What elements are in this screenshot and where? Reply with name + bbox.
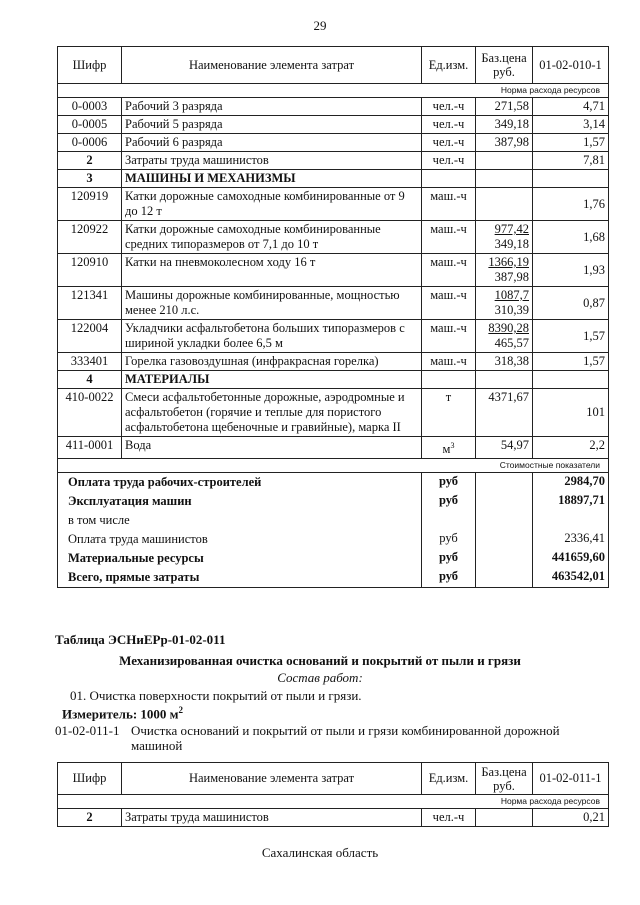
summary-label: Эксплуатация машин [58,492,422,511]
norm-caption: Норма расхода ресурсов [58,795,609,809]
row-unit-text: чел.-ч [432,117,465,131]
row-unit [422,188,476,221]
table-row [58,152,609,170]
summary-value: 463542,01 [533,568,609,588]
row-price [476,320,533,353]
summary-label: Материальные ресурсы [58,549,422,568]
row-code: 4 [58,371,122,389]
summary-row [58,568,609,588]
header-price: Баз.цена руб. [476,763,533,795]
norm-caption: Норма расхода ресурсов [58,84,609,98]
summary-label: в том числе [58,511,422,530]
header-code: Шифр [58,763,122,795]
row-code: 121341 [58,287,122,320]
header-norm: 01-02-011-1 [533,763,609,795]
table-row [58,170,609,188]
row-value: 7,81 [533,152,609,170]
row-code: 2 [58,152,122,170]
row-unit-sup: 3 [450,441,455,450]
table-row [58,389,609,437]
row-name: Машины дорожные комбинированные, мощностью менее 210 л.с. [122,287,422,320]
row-price [476,134,533,152]
norm-item [55,723,595,753]
table-row [58,371,609,389]
header-code: Шифр [58,47,122,84]
header-price: Баз.цена руб. [476,47,533,84]
row-unit-text: маш.-ч [430,288,467,302]
row-unit [422,437,476,459]
table-row [58,116,609,134]
row-value: 1,76 [533,188,609,221]
table-row [58,353,609,371]
norm-item-text: Очистка оснований и покрытий от пыли и грязи комбинированной дорожной машиной [131,723,560,753]
summary-unit: руб [422,568,476,588]
header-name: Наименование элемента затрат [122,763,422,795]
row-name: МАШИНЫ И МЕХАНИЗМЫ [122,170,422,188]
row-price-wage: 310,39 [494,303,529,317]
row-value: 1,57 [533,134,609,152]
row-price [476,188,533,221]
row-code: 122004 [58,320,122,353]
row-code: 120910 [58,254,122,287]
row-value: 1,68 [533,221,609,254]
footer-region: Сахалинская область [261,845,379,860]
norm-caption-row [58,795,609,809]
resource-table-1 [57,46,609,588]
row-unit [422,98,476,116]
row-unit-text: маш.-ч [430,354,467,368]
row-price [476,254,533,287]
header-unit: Ед.изм. [422,763,476,795]
table-row [58,254,609,287]
row-value: 1,57 [533,320,609,353]
row-price [476,809,533,827]
row-name: Катки на пневмоколесном ходу 16 т [122,254,422,287]
summary-spacer [476,511,533,530]
row-value: 0,87 [533,287,609,320]
summary-row [58,511,609,530]
work-item: 01. Очистка поверхности покрытий от пыли и грязи. [70,688,362,703]
header-norm: 01-02-010-1 [533,47,609,84]
summary-label: Оплата труда рабочих-строителей [58,473,422,493]
row-unit [422,116,476,134]
table2-header-row [58,763,609,795]
row-name: Вода [122,437,422,459]
summary-row [58,492,609,511]
row-price [476,437,533,459]
row-code: 0-0006 [58,134,122,152]
row-unit-text: м [442,442,451,457]
row-name: Затраты труда машинистов [122,809,422,827]
header-unit: Ед.изм. [422,47,476,84]
row-price-main: 54,97 [500,438,529,452]
row-unit [422,152,476,170]
row-code: 0-0005 [58,116,122,134]
cost-caption: Стоимостные показатели [58,459,609,473]
norm-caption-row [58,84,609,98]
row-price [476,152,533,170]
summary-row [58,473,609,493]
row-price [476,371,533,389]
row-price [476,98,533,116]
row-price [476,221,533,254]
table-row [58,221,609,254]
row-code: 3 [58,170,122,188]
row-unit-text: маш.-ч [430,189,467,203]
row-name: Катки дорожные самоходные комбинированные средних типоразмеров от 7,1 до 10 т [122,221,422,254]
row-name: Рабочий 6 разряда [122,134,422,152]
row-name: Смеси асфальтобетонные дорожные, аэродромные и асфальтобетон (горячие и теплые для пористого асфальтобетона щебеночные и гравийные), марка II [122,389,422,437]
row-value [533,170,609,188]
summary-spacer [476,492,533,511]
resource-table-2 [57,762,609,827]
row-value: 0,21 [533,809,609,827]
table-row [58,98,609,116]
table-row [58,188,609,221]
row-price-main: 318,38 [494,354,529,368]
row-unit-text: маш.-ч [430,255,467,269]
row-code: 120922 [58,221,122,254]
row-unit [422,371,476,389]
row-unit [422,389,476,437]
row-unit [422,287,476,320]
row-code: 0-0003 [58,98,122,116]
summary-spacer [476,568,533,588]
row-price-main: 349,18 [494,117,529,131]
summary-unit: руб [422,549,476,568]
row-name: МАТЕРИАЛЫ [122,371,422,389]
row-name: Катки дорожные самоходные комбинированные от 9 до 12 т [122,188,422,221]
row-value [533,371,609,389]
summary-row [58,549,609,568]
summary-unit: руб [422,473,476,493]
row-code: 411-0001 [58,437,122,459]
header-name: Наименование элемента затрат [122,47,422,84]
row-price-main: 8390,28 [488,321,529,335]
row-value: 2,2 [533,437,609,459]
table-title: Таблица ЭСНиЕРр-01-02-011 [55,632,226,647]
summary-label: Оплата труда машинистов [58,530,422,549]
row-unit [422,134,476,152]
row-name: Рабочий 5 разряда [122,116,422,134]
table-row [58,134,609,152]
summary-spacer [476,530,533,549]
row-value: 1,57 [533,353,609,371]
row-code: 120919 [58,188,122,221]
table-header-row [58,47,609,84]
row-unit-text: т [445,390,452,404]
row-price-wage: 387,98 [494,270,529,284]
row-price-main: 271,58 [494,99,529,113]
row-price [476,116,533,134]
row-price-main: 4371,67 [488,390,529,404]
row-name: Горелка газовоздушная (инфракрасная горелка) [122,353,422,371]
row-price-wage: 349,18 [494,237,529,251]
row-value: 1,93 [533,254,609,287]
row-name: Укладчики асфальтобетона больших типоразмеров с шириной укладки более 6,5 м [122,320,422,353]
row-unit-text: чел.-ч [432,99,465,113]
row-price [476,287,533,320]
row-name: Рабочий 3 разряда [122,98,422,116]
row-unit [422,254,476,287]
summary-unit: руб [422,492,476,511]
summary-value: 2336,41 [533,530,609,549]
row-unit [422,353,476,371]
row-price [476,170,533,188]
row-value: 3,14 [533,116,609,134]
row-code: 333401 [58,353,122,371]
row-price-main: 1087,7 [494,288,529,302]
row-price-wage: 465,57 [494,336,529,350]
summary-unit: руб [422,530,476,549]
row-value: 101 [533,389,609,437]
table-row [58,437,609,459]
meter-text: Измеритель: 1000 м [62,706,179,722]
row-unit [422,221,476,254]
norm-item-code: 01-02-011-1 [55,723,120,738]
summary-value: 18897,71 [533,492,609,511]
table-row [58,809,609,827]
summary-label: Всего, прямые затраты [58,568,422,588]
row-unit-text: чел.-ч [432,153,465,167]
row-code: 410-0022 [58,389,122,437]
row-unit-text: чел.-ч [432,135,465,149]
row-price-main: 1366,19 [488,255,529,269]
row-unit: чел.-ч [422,809,476,827]
table-row [58,287,609,320]
summary-value: 2984,70 [533,473,609,493]
page-number: 29 [313,18,327,33]
composition-label: Состав работ: [277,670,363,685]
summary-row [58,530,609,549]
row-unit-text: маш.-ч [430,321,467,335]
row-name: Затраты труда машинистов [122,152,422,170]
row-price [476,353,533,371]
table-row [58,320,609,353]
row-code: 2 [58,809,122,827]
summary-spacer [476,549,533,568]
row-price-main: 977,42 [494,222,529,236]
meter-sup: 2 [178,705,184,715]
table-subtitle: Механизированная очистка оснований и покрытий от пыли и грязи [119,653,521,668]
row-unit [422,170,476,188]
row-price [476,389,533,437]
meter-label [62,705,183,722]
row-unit [422,320,476,353]
summary-value [533,511,609,530]
row-price-main: 387,98 [494,135,529,149]
row-unit-text: маш.-ч [430,222,467,236]
cost-caption-row [58,459,609,473]
summary-unit [422,511,476,530]
summary-spacer [476,473,533,493]
summary-value: 441659,60 [533,549,609,568]
row-value: 4,71 [533,98,609,116]
